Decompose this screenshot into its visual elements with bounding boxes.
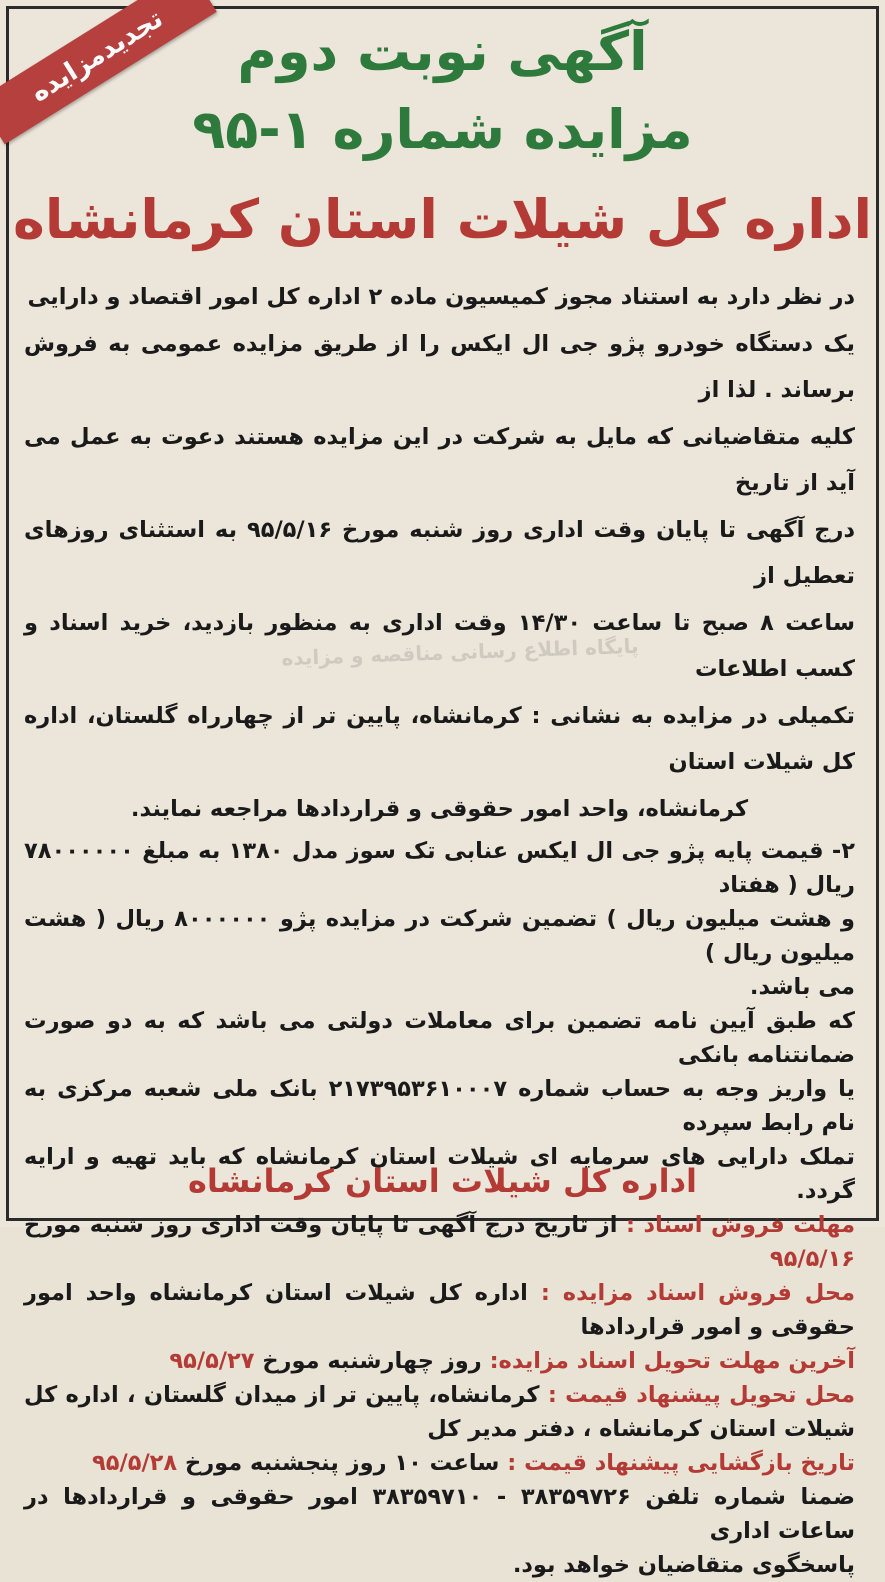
renewed-auction-ribbon: تجدیدمزایده — [0, 0, 217, 144]
signature: اداره کل شیلات استان کرمانشاه — [187, 1162, 698, 1200]
contact-line: ضمنا شماره تلفن ۳۸۳۵۹۷۲۶ - ۳۸۳۵۹۷۱۰ امور حقوقی و قراردادها در ساعات اداری — [24, 1484, 855, 1544]
price-section — [24, 834, 855, 1208]
last-delivery-label: آخرین مهلت تحویل اسناد مزایده: — [489, 1348, 855, 1374]
document-sale-place — [24, 1276, 855, 1344]
guarantee-line: که طبق آیین نامه تضمین برای معاملات دولتی می باشد که به دو صورت ضمانتنامه بانکی — [24, 1008, 855, 1068]
intro-line: درج آگهی تا پایان وقت اداری روز شنبه مورخ ۹۵/۵/۱۶ به استثنای روزهای تعطیل از — [24, 516, 855, 589]
watermark-text: پایگاه اطلاع رسانی مناقصه و مزایده — [281, 633, 639, 671]
bid-place-label: محل تحویل پیشنهاد قیمت : — [547, 1382, 855, 1408]
place-label: محل فروش اسناد مزایده : — [540, 1280, 856, 1306]
bid-place-text: کرمانشاه، پایین تر از میدان گلستان ، اداره کل شیلات استان کرمانشاه ، دفتر مدیر کل — [24, 1382, 855, 1442]
notice-title: آگهی نوبت دوم — [237, 20, 648, 83]
price-line: می باشد. — [749, 974, 855, 1000]
deadline-label: مهلت فروش اسناد : — [625, 1212, 855, 1238]
last-delivery-deadline — [24, 1344, 855, 1378]
organization-title: اداره کل شیلات استان کرمانشاه — [12, 188, 873, 251]
opening-date: ۹۵/۵/۲۸ — [92, 1450, 178, 1476]
place-text: اداره کل شیلات استان کرمانشاه واحد امور حقوقی و امور قراردادها — [24, 1280, 855, 1340]
deadline-date: ۹۵/۵/۱۶ — [769, 1246, 855, 1272]
price-line: و هشت میلیون ریال ) تضمین شرکت در مزایده پژو ۸۰۰۰۰۰۰ ریال ( هشت میلیون ریال ) — [24, 906, 855, 966]
deadline-text: از تاریخ درج آگهی تا پایان وقت اداری روز شنبه مورخ — [24, 1212, 618, 1238]
intro-paragraph — [24, 274, 855, 832]
last-delivery-date: ۹۵/۵/۲۷ — [169, 1348, 255, 1374]
intro-line: در نظر دارد به استناد مجوز کمیسیون ماده ۲ اداره کل امور اقتصاد و دارایی — [27, 284, 855, 310]
opening-text: ساعت ۱۰ روز پنجشنبه مورخ — [185, 1450, 500, 1476]
intro-line: کلیه متقاضیانی که مایل به شرکت در این مزایده هستند دعوت به عمل می آید از تاریخ — [24, 423, 855, 496]
guarantee-line: یا واریز وجه به حساب شماره ۲۱۷۳۹۵۳۶۱۰۰۰۷ بانک ملی شعبه مرکزی به نام رابط سپرده — [24, 1076, 855, 1136]
guarantee-line: تملک دارایی های سرمایه ای شیلات استان کرمانشاه که باید تهیه و ارایه گردد. — [24, 1144, 855, 1204]
last-delivery-text: روز چهارشنبه مورخ — [262, 1348, 482, 1374]
bid-opening-date — [24, 1446, 855, 1480]
contact-line: پاسخگوی متقاضیان خواهد بود. — [512, 1552, 855, 1578]
intro-line: ساعت ۸ صبح تا ساعت ۱۴/۳۰ وقت اداری به منظور بازدید، خرید اسناد و کسب اطلاعات — [24, 609, 855, 682]
document-sale-deadline — [24, 1208, 855, 1276]
intro-line: یک دستگاه خودرو پژو جی ال ایکس را از طریق مزایده عمومی به فروش برساند . لذا از — [24, 330, 855, 403]
opening-label: تاریخ بازگشایی پیشنهاد قیمت : — [507, 1450, 855, 1476]
auction-number: مزایده شماره ۱-۹۵ — [192, 98, 693, 161]
intro-line: کرمانشاه، واحد امور حقوقی و قراردادها مراجعه نمایند. — [130, 795, 749, 822]
bid-delivery-place — [24, 1378, 855, 1446]
notice-body — [24, 274, 855, 1582]
intro-line: تکمیلی در مزایده به نشانی : کرمانشاه، پایین تر از چهارراه گلستان، اداره کل شیلات استان — [24, 702, 855, 775]
price-line: ۲- قیمت پایه پژو جی ال ایکس عنابی تک سوز مدل ۱۳۸۰ به مبلغ ۷۸۰۰۰۰۰۰ ریال ( هفتاد — [24, 838, 855, 898]
